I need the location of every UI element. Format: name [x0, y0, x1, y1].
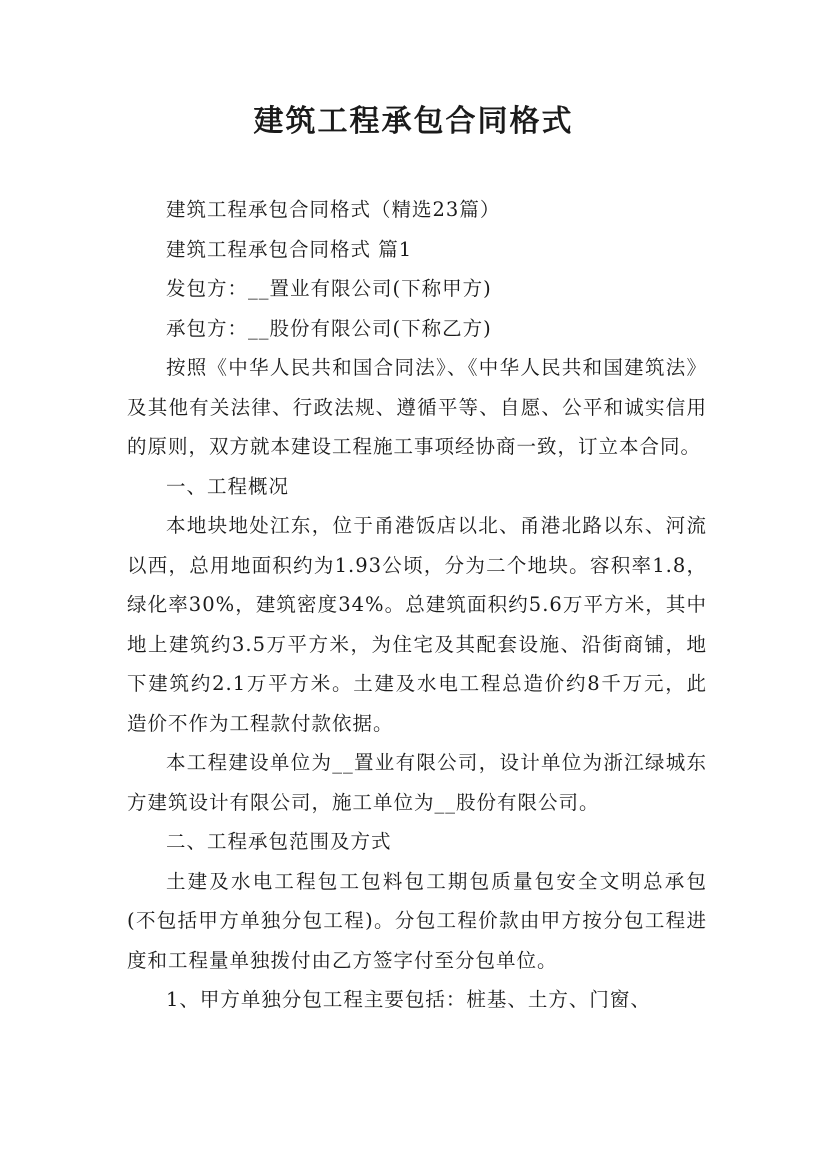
section-heading-scope: 二、工程承包范围及方式	[166, 830, 392, 853]
paragraph-subcontract-items: 1、甲方单独分包工程主要包括：桩基、土方、门窗、	[166, 988, 651, 1011]
document-body	[127, 190, 707, 1020]
paragraph-collection-heading: 建筑工程承包合同格式（精选23篇）	[166, 198, 501, 221]
paragraph-project-units: 本工程建设单位为__置业有限公司，设计单位为浙江绿城东方建筑设计有限公司，施工单位为__股份有限公司。	[127, 751, 707, 814]
paragraph-legal-basis: 按照《中华人民共和国合同法》、《中华人民共和国建筑法》及其他有关法律、行政法规、遵循平等、自愿、公平和诚实信用的原则，双方就本建设工程施工事项经协商一致，订立本合同。	[127, 356, 707, 458]
paragraph-project-overview: 本地块地处江东，位于甬港饭店以北、甬港北路以东、河流以西，总用地面积约为1.93公顷，分为二个地块。容积率1.8，绿化率30%，建筑密度34%。总建筑面积约5.6万平方米，其中地上建筑约3.5万平方米，为住宅及其配套设施、沿街商铺，地下建筑约2.1万平方米。土建及水电工程总造价约8千万元，此造价不作为工程款付款依据。	[127, 514, 707, 735]
section-heading-project-overview: 一、工程概况	[166, 474, 290, 498]
paragraph-article-heading: 建筑工程承包合同格式 篇1	[166, 237, 413, 261]
paragraph-party-b: 承包方：__股份有限公司(下称乙方)	[166, 316, 492, 340]
paragraph-party-a: 发包方：__置业有限公司(下称甲方)	[166, 277, 492, 300]
paragraph-scope: 土建及水电工程包工包料包工期包质量包安全文明总承包(不包括甲方单独分包工程)。分包工程价款由甲方按分包工程进度和工程量单独拨付由乙方签字付至分包单位。	[127, 869, 707, 972]
document-title: 建筑工程承包合同格式	[253, 104, 574, 139]
